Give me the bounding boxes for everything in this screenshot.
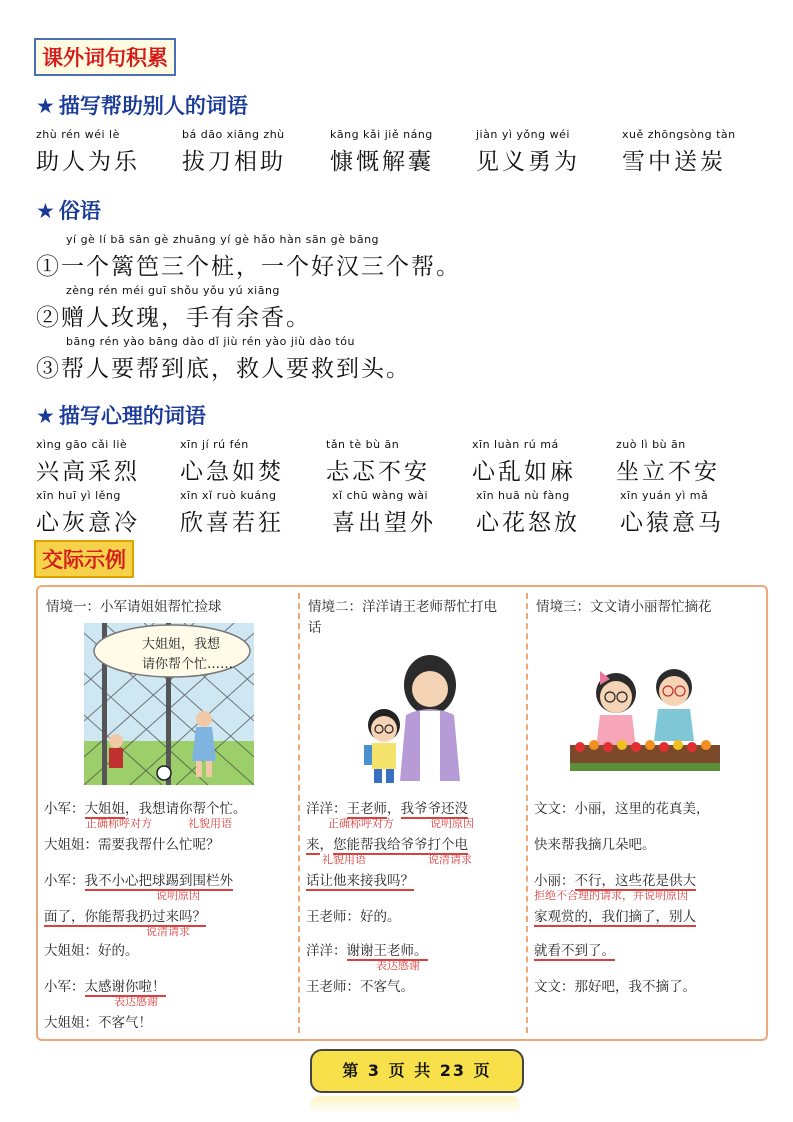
annotation: 说明原因 <box>156 889 200 902</box>
section-tag-word-accumulation: 课外词句积累 <box>34 38 176 76</box>
annotation: 正确称呼对方 <box>86 817 152 830</box>
dialog-line: 文文：小丽，这里的花真美， <box>534 801 710 817</box>
word-item: xīn huā nù fàng 心花怒放 <box>476 489 580 536</box>
saying-3: bāng rén yào bāng dào dǐ jiù rén yào jiù dào tóu ③帮人要帮到底，救人要救到头。 <box>36 335 411 382</box>
heading-sayings: ★ 俗语 <box>36 199 101 223</box>
scene-1-title: 情境一：小军请姐姐帮忙捡球 <box>46 599 222 615</box>
annotation: 说清请求 <box>428 853 472 866</box>
dialog-line: 就看不到了。 <box>534 943 615 959</box>
word-item: xīn yuán yì mǎ 心猿意马 <box>620 489 724 536</box>
dialog-line: 小丽：不行，这些花是供大 <box>534 873 696 889</box>
scenes-frame <box>36 585 768 1041</box>
scene-1 <box>38 587 298 1039</box>
annotation: 正确称呼对方 <box>328 817 394 830</box>
saying-2: zèng rén méi guī shǒu yǒu yú xiāng ②赠人玫瑰，手有余香。 <box>36 284 311 331</box>
word-item: zhù rén wéi lè 助人为乐 <box>36 128 140 175</box>
star-icon: ★ <box>36 404 55 428</box>
scene-2-illustration <box>348 645 478 785</box>
dialog-line: 大姐姐：需要我帮什么忙呢？ <box>44 837 220 853</box>
word-item: tǎn tè bù ān 忐忑不安 <box>326 438 430 485</box>
annotation: 表达感谢 <box>114 995 158 1008</box>
annotation: 说清请求 <box>146 925 190 938</box>
scene-2 <box>300 587 526 1039</box>
word-item: bá dāo xiāng zhù 拔刀相助 <box>182 128 286 175</box>
word-item: xīn luàn rú má 心乱如麻 <box>472 438 576 485</box>
scene-3-illustration <box>570 657 720 775</box>
dialog-line: 小军：我不小心把球踢到围栏外 <box>44 873 233 889</box>
word-item: xīn jí rú fén 心急如焚 <box>180 438 284 485</box>
star-icon: ★ <box>36 199 55 223</box>
word-item: xīn huī yì lěng 心灰意冷 <box>36 489 140 536</box>
annotation: 表达感谢 <box>376 959 420 972</box>
section-tag-communication-examples: 交际示例 <box>34 540 134 578</box>
dialog-line: 话让他来接我吗？ <box>306 873 414 889</box>
word-item: xīn xǐ ruò kuáng 欣喜若狂 <box>180 489 284 536</box>
saying-1: yí gè lí bā sān gè zhuāng yí gè hǎo hàn sān gè bāng ①一个篱笆三个桩，一个好汉三个帮。 <box>36 233 461 280</box>
heading-mind-words: ★ 描写心理的词语 <box>36 404 206 428</box>
dialog-line: 王老师：好的。 <box>306 909 401 925</box>
scene-3 <box>528 587 764 1039</box>
word-item: kāng kǎi jiě náng 慷慨解囊 <box>330 128 434 175</box>
star-icon: ★ <box>36 94 55 118</box>
scene-2-title: 情境二：洋洋请王老师帮忙打电话 <box>308 599 497 636</box>
dialog-line: 大姐姐：不客气！ <box>44 1015 152 1031</box>
word-item: zuò lì bù ān 坐立不安 <box>616 438 720 485</box>
dialog-line: 来，您能帮我给爷爷打个电 <box>306 837 468 853</box>
dialog-line: 文文：那好吧，我不摘了。 <box>534 979 696 995</box>
word-item: xǐ chū wàng wài 喜出望外 <box>332 489 436 536</box>
word-item: xuě zhōngsòng tàn 雪中送炭 <box>622 128 736 175</box>
dialog-line: 洋洋：王老师，我爷爷还没 <box>306 801 468 817</box>
dialog-line: 大姐姐：好的。 <box>44 943 139 959</box>
dialog-line: 小军：太感谢你啦！ <box>44 979 166 995</box>
word-item: jiàn yì yǒng wéi 见义勇为 <box>476 128 580 175</box>
dialog-line: 王老师：不客气。 <box>306 979 414 995</box>
scene-3-title: 情境三：文文请小丽帮忙摘花 <box>536 599 712 615</box>
speech-bubble: 大姐姐，我想 请你帮个忙…… <box>142 637 234 672</box>
dialog-line: 快来帮我摘几朵吧。 <box>534 837 656 853</box>
page-indicator-reflection <box>310 1096 520 1114</box>
dialog-line: 面了，你能帮我扔过来吗？ <box>44 909 206 925</box>
word-item: xìng gāo cǎi liè 兴高采烈 <box>36 438 140 485</box>
dialog-line: 洋洋：谢谢王老师。 <box>306 943 428 959</box>
page-indicator: 第 3 页 共 23 页 <box>310 1049 524 1093</box>
annotation: 说明原因 <box>430 817 474 830</box>
dialog-line: 家观赏的，我们摘了，别人 <box>534 909 696 925</box>
annotation: 拒绝不合理的请求，并说明原因 <box>534 889 688 902</box>
heading-help-words: ★ 描写帮助别人的词语 <box>36 94 248 118</box>
dialog-line: 小军：大姐姐，我想请你帮个忙。 <box>44 801 247 817</box>
annotation: 礼貌用语 <box>188 817 232 830</box>
annotation: 礼貌用语 <box>322 853 366 866</box>
